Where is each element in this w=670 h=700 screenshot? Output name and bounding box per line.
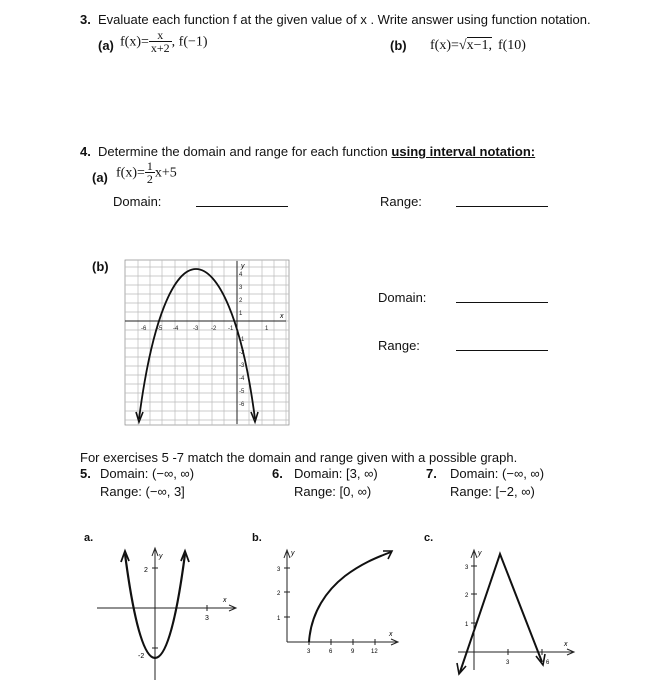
q3b-label: (b) xyxy=(390,38,407,53)
graph-b xyxy=(265,540,405,690)
q4b-range-blank[interactable] xyxy=(456,350,548,351)
q4a-denominator: 2 xyxy=(146,172,153,186)
graph-b-label: b. xyxy=(252,532,262,544)
exercise-6-range: Range: [0, ∞) xyxy=(294,484,372,499)
exercise-5-range: Range: (−∞, 3] xyxy=(100,484,185,499)
graph-a-tick: -2 xyxy=(138,653,145,660)
exercise-7-number: 7. xyxy=(426,466,437,481)
graph-c-label: c. xyxy=(424,532,434,544)
graph-b-tick: 9 xyxy=(351,649,355,655)
exercise-6-domain: Domain: [3, ∞) xyxy=(294,466,378,481)
q4a-domain-blank[interactable] xyxy=(196,206,288,207)
graph-b-tick: 3 xyxy=(307,649,311,655)
q4a-range-blank[interactable] xyxy=(456,206,548,207)
q3b-radicand: x−1, xyxy=(466,38,492,53)
graph-b-x-label: x xyxy=(389,631,393,638)
graph-c-curve xyxy=(460,554,542,672)
graph-a-label: a. xyxy=(84,532,94,544)
graph-4b-x-label: x xyxy=(280,313,284,320)
q3-number: 3. xyxy=(80,12,91,27)
graph-c-tick: 3 xyxy=(506,660,510,666)
graph-c-tick: 1 xyxy=(465,622,469,628)
graph-b-tick: 2 xyxy=(277,591,281,597)
q4-number: 4. xyxy=(80,144,91,159)
graph-a-y-label: y xyxy=(159,553,163,560)
q4a-numerator: 1 xyxy=(146,159,153,173)
q4a-expression xyxy=(116,160,177,185)
graph-a-x-label: x xyxy=(223,597,227,604)
exercise-6-number: 6. xyxy=(272,466,283,481)
q4a-domain-label: Domain: xyxy=(113,194,162,209)
graph-b-tick: 12 xyxy=(371,649,378,655)
graph-c-tick: 6 xyxy=(546,660,550,666)
y-tick: -5 xyxy=(239,389,245,395)
x-tick: -1 xyxy=(228,326,234,332)
q3a-lhs: f(x)= xyxy=(120,34,149,50)
x-tick: 1 xyxy=(265,326,269,332)
exercise-7-range: Range: [−2, ∞) xyxy=(450,484,535,499)
y-tick: 3 xyxy=(239,285,243,291)
graph-4b-y-tick-labels xyxy=(239,272,245,408)
sqrt-sign-icon: √ xyxy=(458,38,467,53)
q3a-eval: , f(−1) xyxy=(171,34,208,50)
exercise-5-number: 5. xyxy=(80,466,91,481)
y-tick: -1 xyxy=(239,337,245,343)
graph-4b-y-label: y xyxy=(241,263,245,270)
q4b-label: (b) xyxy=(92,259,109,274)
graph-a-tick: 3 xyxy=(205,615,209,622)
q3a-denominator: x+2 xyxy=(150,41,170,55)
x-tick: -2 xyxy=(211,326,217,332)
graph-b-y-label: y xyxy=(291,550,295,557)
q3a-label: (a) xyxy=(98,38,114,53)
q4a-range-label: Range: xyxy=(380,194,422,209)
y-tick: -2 xyxy=(239,350,245,356)
graph-b-tick: 3 xyxy=(277,567,281,573)
graph-b-tick: 6 xyxy=(329,649,333,655)
graph-4b-curve xyxy=(139,269,255,419)
q4-prompt-text: Determine the domain and range for each function xyxy=(98,144,392,159)
x-tick: -3 xyxy=(193,326,199,332)
graph-a xyxy=(95,540,240,690)
x-tick: -5 xyxy=(157,326,163,332)
q3a-expression xyxy=(120,29,208,54)
graph-4b xyxy=(124,259,290,426)
q3b-expression xyxy=(430,36,526,54)
graph-b-tick: 1 xyxy=(277,616,281,622)
q4a-fraction xyxy=(145,160,155,185)
q3a-numerator: x xyxy=(149,29,172,42)
x-tick: -4 xyxy=(173,326,179,332)
graph-c xyxy=(438,540,583,690)
graph-c-tick: 2 xyxy=(465,593,469,599)
exercise-7-domain: Domain: (−∞, ∞) xyxy=(450,466,545,481)
q3b-lhs: f(x)= xyxy=(430,38,459,53)
q4-prompt xyxy=(98,144,535,159)
q4b-domain-label: Domain: xyxy=(378,290,427,305)
q3a-fraction xyxy=(149,29,172,54)
q3-prompt: Evaluate each function f at the given value of x . Write answer using function notation. xyxy=(98,12,591,27)
y-tick: -6 xyxy=(239,402,245,408)
q4-prompt-underlined: using interval notation: xyxy=(391,144,536,159)
q4a-lhs: f(x)= xyxy=(116,165,145,181)
graph-a-tick: 2 xyxy=(144,567,148,574)
q4a-label: (a) xyxy=(92,170,108,185)
graph-c-x-label: x xyxy=(564,641,568,648)
matching-intro: For exercises 5 -7 match the domain and range given with a possible graph. xyxy=(80,450,518,465)
y-tick: 4 xyxy=(239,272,243,278)
graph-c-y-label: y xyxy=(478,550,482,557)
y-tick: 2 xyxy=(239,298,243,304)
q4b-range-label: Range: xyxy=(378,338,420,353)
graph-c-tick: 3 xyxy=(465,565,469,571)
graph-4b-grid xyxy=(125,260,289,425)
graph-4b-x-tick-labels xyxy=(141,326,269,332)
x-tick: -6 xyxy=(141,326,147,332)
y-tick: 1 xyxy=(239,311,243,317)
exercise-5-domain: Domain: (−∞, ∞) xyxy=(100,466,195,481)
graph-b-tick-marks xyxy=(284,568,375,645)
y-tick: -3 xyxy=(239,363,245,369)
q4b-domain-blank[interactable] xyxy=(456,302,548,303)
graph-b-curve xyxy=(309,552,391,642)
y-tick: -4 xyxy=(239,376,245,382)
q3b-eval: f(10) xyxy=(497,38,526,53)
q4a-rest: x+5 xyxy=(154,165,177,181)
